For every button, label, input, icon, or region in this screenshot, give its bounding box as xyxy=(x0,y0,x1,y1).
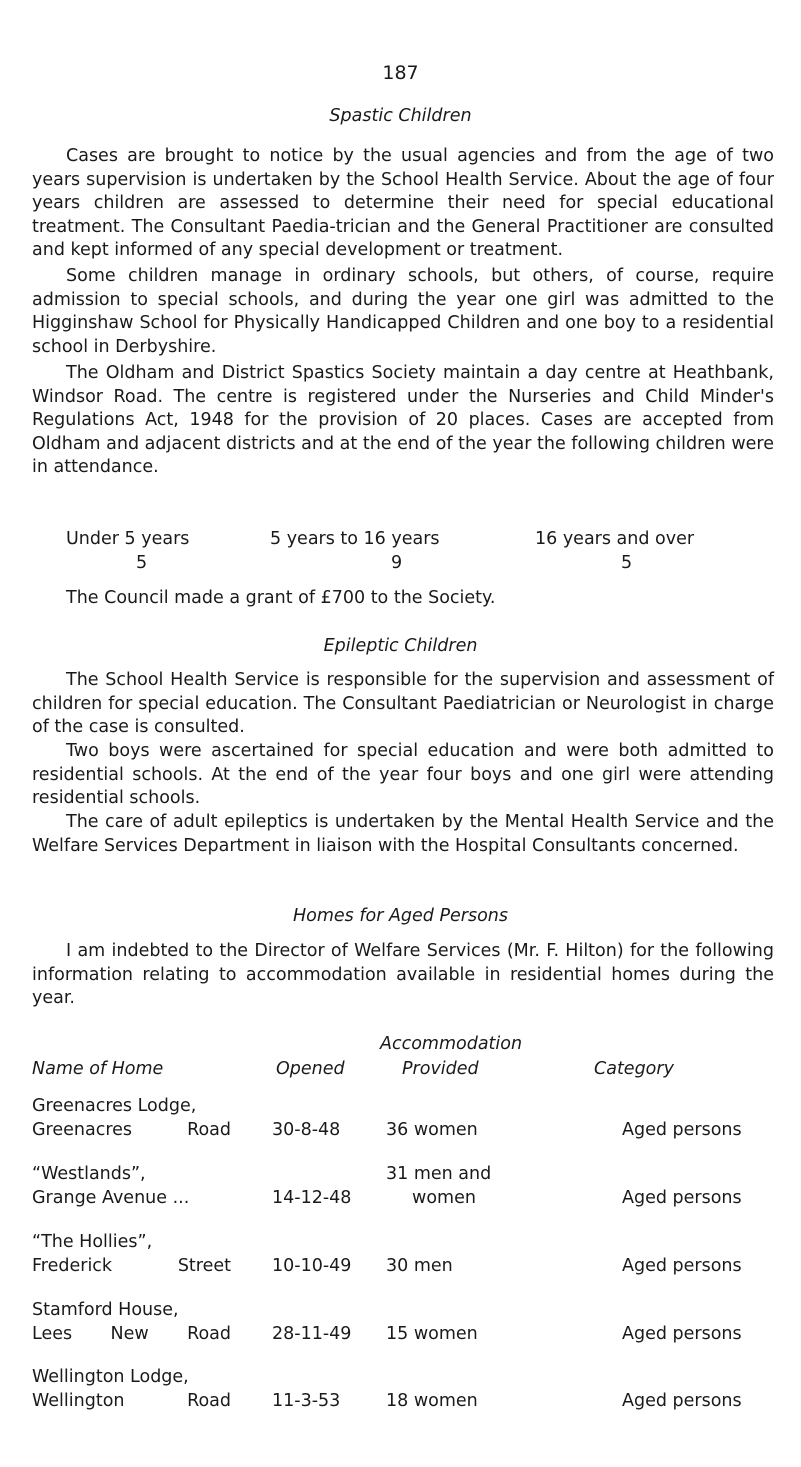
page-number: 187 xyxy=(382,62,419,84)
home-category: Aged persons xyxy=(622,1324,742,1344)
header-category: Category xyxy=(594,1059,674,1079)
spastic-paragraph-1: Cases are brought to notice by the usual agencies and from the age of two years supervision is undertaken by the School Health Service. About the age of four years children are assessed to determine their need for special educational treatment. The Consultant Paedia-trician and the General Practitioner are consulted and kept informed of any special development or treatment. xyxy=(32,146,774,260)
attendance-header-under-5: Under 5 years xyxy=(66,529,190,549)
home-name-line-1: Stamford House, xyxy=(32,1300,179,1320)
home-accommodation-line-2: women xyxy=(412,1188,476,1208)
home-opened: 11-3-53 xyxy=(272,1391,341,1411)
home-opened: 14-12-48 xyxy=(272,1188,352,1208)
home-name-line-2: Greenacres Road xyxy=(32,1120,231,1140)
epileptic-paragraph-3: The care of adult epileptics is undertaken by the Mental Health Service and the Welfare Services Department in liaison with the Hospital Consultants concerned. xyxy=(32,812,774,856)
header-name-of-home: Name of Home xyxy=(32,1059,164,1079)
homes-heading: Homes for Aged Persons xyxy=(292,906,509,926)
home-category: Aged persons xyxy=(622,1120,742,1140)
spastic-paragraph-2: Some children manage in ordinary schools, but others, of course, require admission to special schools, and during the year one girl was admitted to the Higginshaw School for Physically Handicapped Children and one boy to a residential school in Derbyshire. xyxy=(32,266,774,357)
home-accommodation-line-2: 15 women xyxy=(386,1324,478,1344)
header-opened: Opened xyxy=(276,1059,345,1079)
home-opened: 10-10-49 xyxy=(272,1256,352,1276)
spastic-heading: Spastic Children xyxy=(329,106,472,126)
home-name-line-1: Greenacres Lodge, xyxy=(32,1096,197,1116)
home-name-line-2: Grange Avenue ... xyxy=(32,1188,190,1208)
home-opened: 28-11-49 xyxy=(272,1324,352,1344)
home-accommodation-line-2: 36 women xyxy=(386,1120,478,1140)
header-accommodation: Accommodation xyxy=(380,1034,523,1054)
epileptic-paragraph-2: Two boys were ascertained for special education and were both admitted to residential schools. At the end of the year four boys and one girl were attending residential schools. xyxy=(32,741,774,808)
attendance-header-16-over: 16 years and over xyxy=(535,529,695,549)
home-name-line-2: Frederick Street xyxy=(32,1256,231,1276)
spastic-paragraph-4: The Council made a grant of £700 to the Society. xyxy=(66,588,496,608)
home-accommodation-line-2: 18 women xyxy=(386,1391,478,1411)
home-name-line-1: Wellington Lodge, xyxy=(32,1367,189,1387)
home-category: Aged persons xyxy=(622,1256,742,1276)
attendance-header-5-to-16: 5 years to 16 years xyxy=(270,529,440,549)
header-provided: Provided xyxy=(402,1059,479,1079)
epileptic-paragraph-1: The School Health Service is responsible for the supervision and assessment of children for special education. The Consultant Paediatrician or Neurologist in charge of the case is consulted. xyxy=(32,670,774,737)
home-name-line-1: “The Hollies”, xyxy=(32,1232,153,1252)
home-accommodation-line-2: 30 men xyxy=(386,1256,453,1276)
home-name-line-1: “Westlands”, xyxy=(32,1164,146,1184)
home-name-line-2: Wellington Road xyxy=(32,1391,231,1411)
epileptic-heading: Epileptic Children xyxy=(323,636,478,656)
spastic-paragraph-3: The Oldham and District Spastics Society maintain a day centre at Heathbank, Windsor Road. The centre is registered under the Nurseries and Child Minder's Regulations Act, 1948 for the provision of 20 places. Cases are accepted from Oldham and adjacent districts and at the end of the year the following children were in attendance. xyxy=(32,363,774,477)
home-accommodation-line-1: 31 men and xyxy=(386,1164,492,1184)
attendance-value-under-5: 5 xyxy=(136,553,148,573)
attendance-value-16-over: 5 xyxy=(621,553,633,573)
home-name-line-2: Lees New Road xyxy=(32,1324,231,1344)
attendance-value-5-to-16: 9 xyxy=(391,553,403,573)
homes-intro: I am indebted to the Director of Welfare Services (Mr. F. Hilton) for the following information relating to accommodation available in residential homes during the year. xyxy=(32,941,774,1008)
home-category: Aged persons xyxy=(622,1188,742,1208)
home-category: Aged persons xyxy=(622,1391,742,1411)
home-opened: 30-8-48 xyxy=(272,1120,341,1140)
